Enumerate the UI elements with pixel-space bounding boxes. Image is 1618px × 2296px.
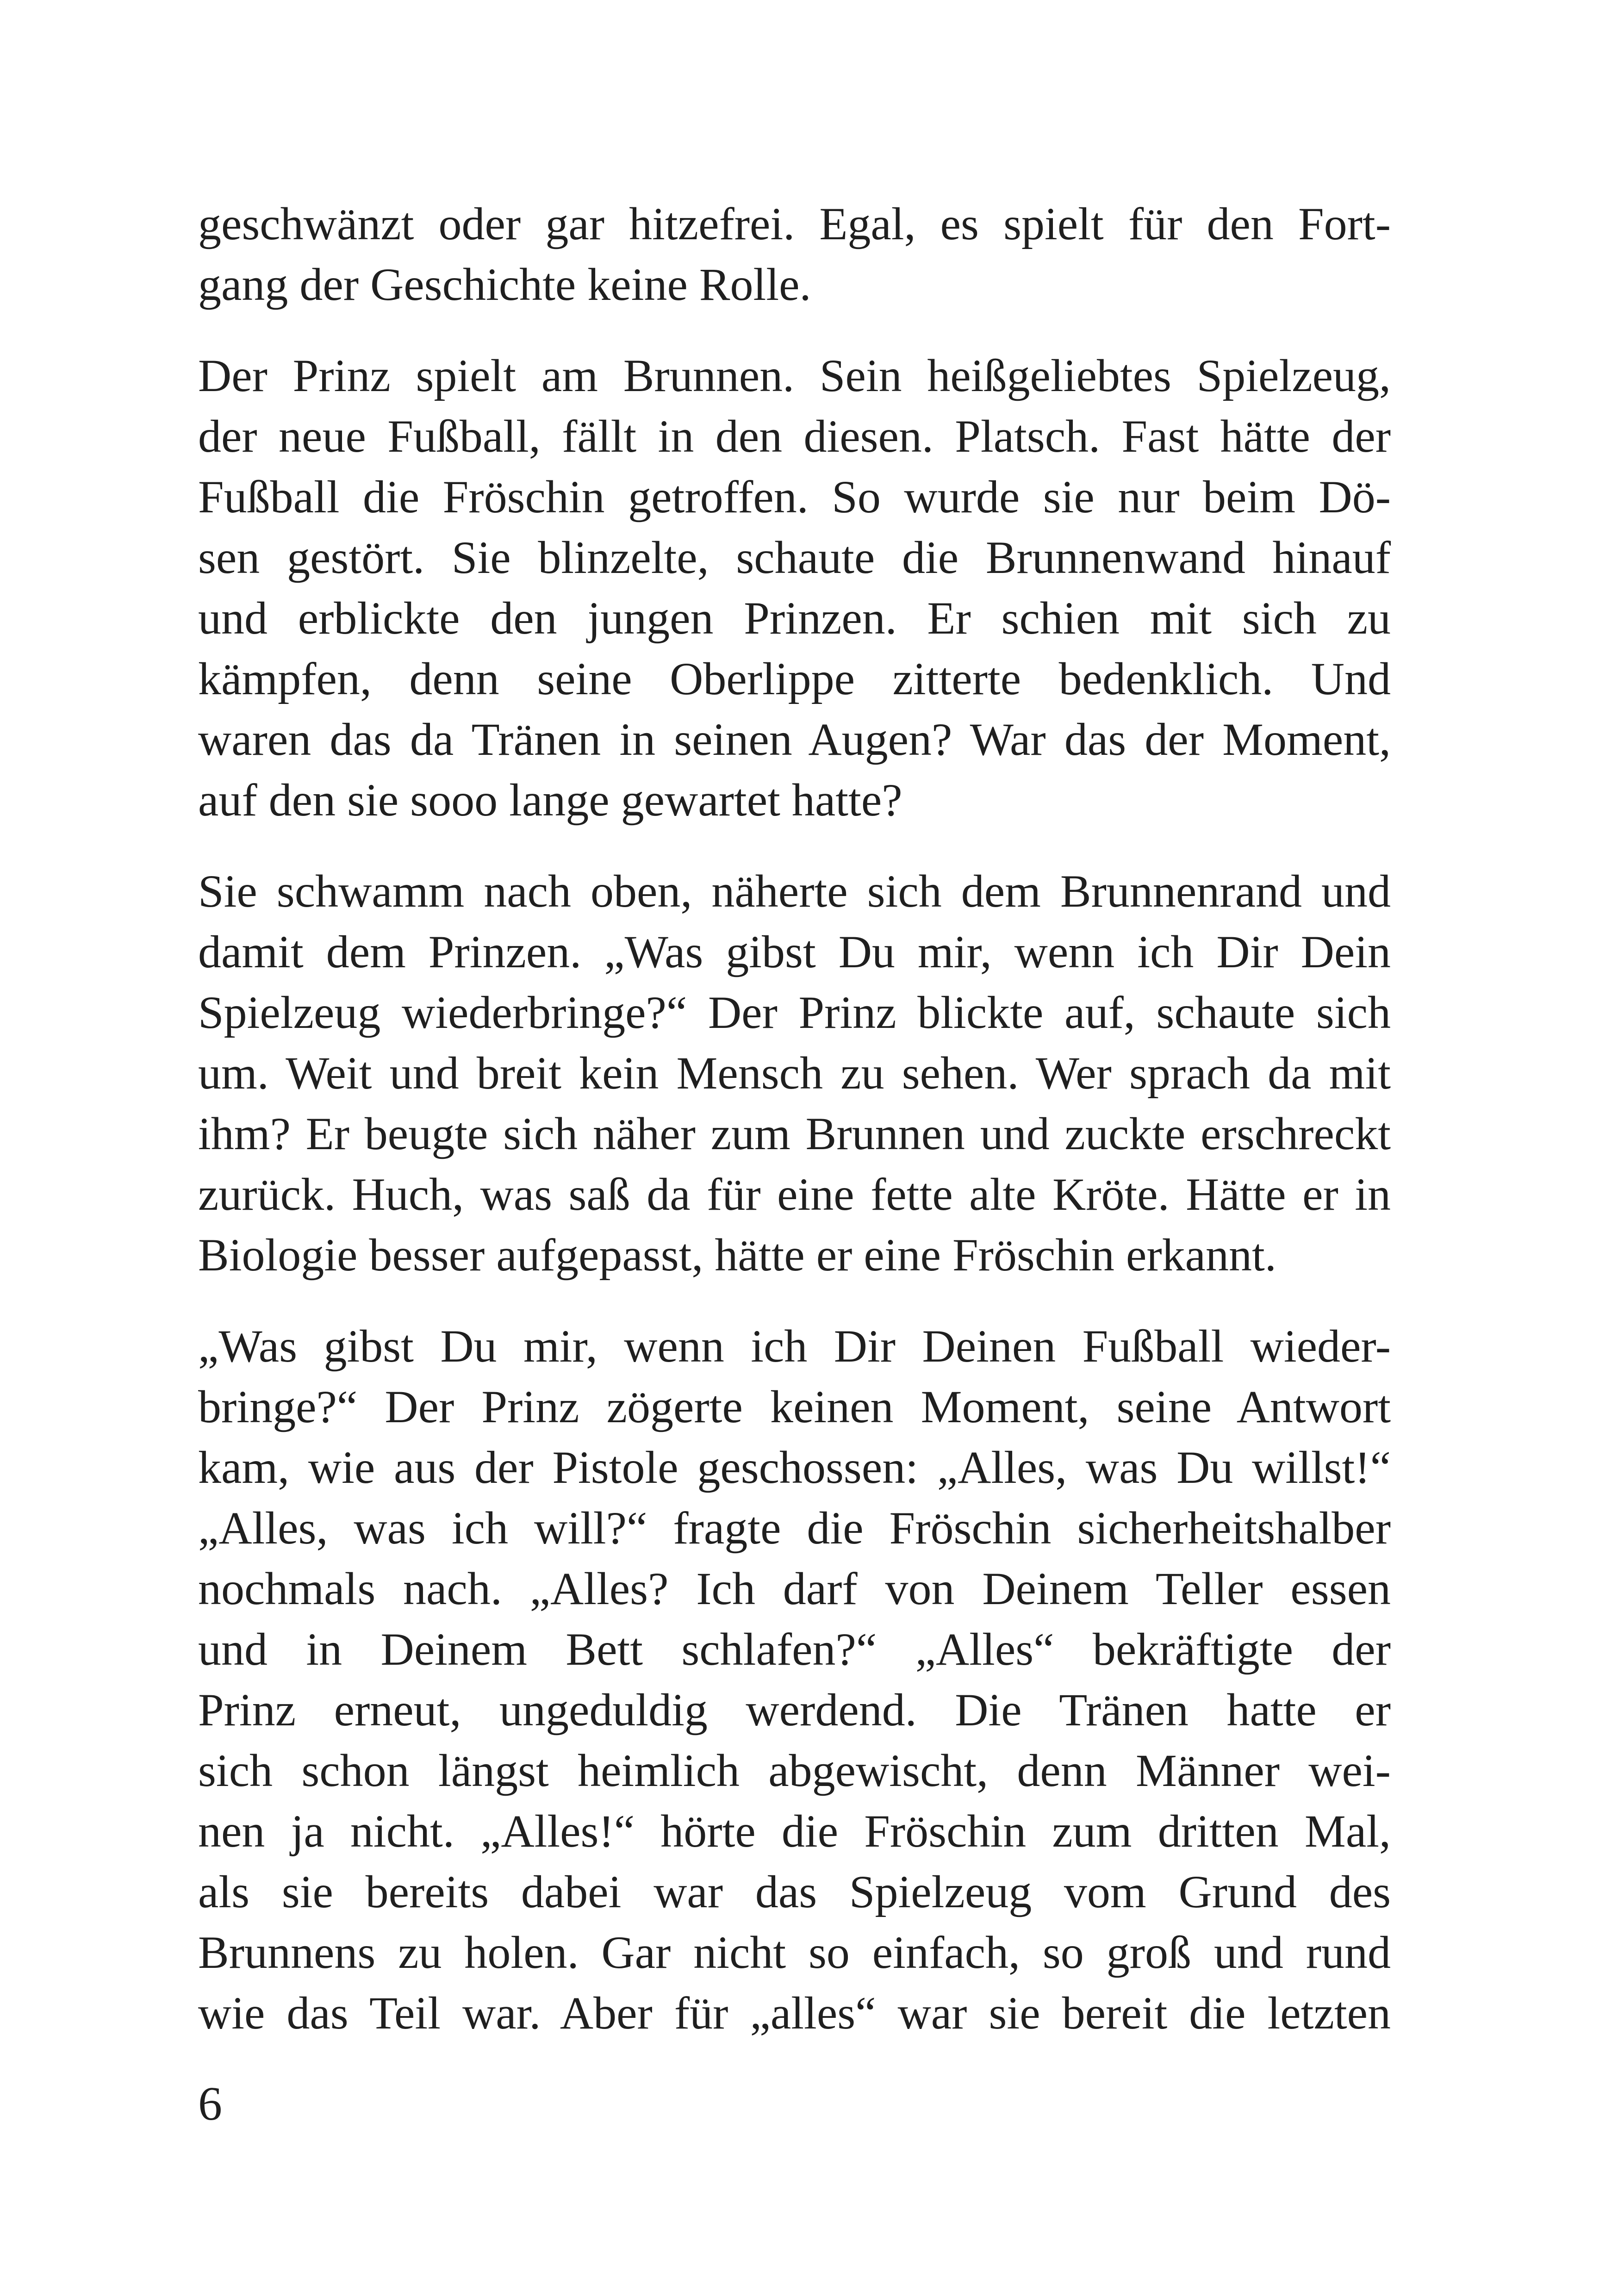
text-line: Prinz erneut, ungeduldig werdend. Die Tränen hatte er — [198, 1684, 1391, 1736]
text-line: der neue Fußball, fällt in den diesen. Platsch. Fast hätte der — [198, 411, 1391, 462]
text-line: „Alles, was ich will?“ fragte die Fröschin sicherheitshalber — [198, 1502, 1391, 1554]
text-line: zurück. Huch, was saß da für eine fette alte Kröte. Hätte er in — [198, 1169, 1391, 1220]
text-line: Fußball die Fröschin getroffen. So wurde sie nur beim Dö- — [198, 471, 1391, 523]
text-line: und in Deinem Bett schlafen?“ „Alles“ bekräftigte der — [198, 1624, 1391, 1675]
text-line: ihm? Er beugte sich näher zum Brunnen und zuckte erschreckt — [198, 1108, 1391, 1159]
text-line: damit dem Prinzen. „Was gibst Du mir, wenn ich Dir Dein — [198, 926, 1391, 977]
text-line: als sie bereits dabei war das Spielzeug vom Grund des — [198, 1866, 1391, 1917]
text-line: kam, wie aus der Pistole geschossen: „Alles, was Du willst!“ — [198, 1442, 1391, 1493]
body-text — [198, 193, 1391, 2074]
paragraph-4 — [198, 1316, 1391, 2043]
text-line: und erblickte den jungen Prinzen. Er schien mit sich zu — [198, 592, 1391, 644]
text-line: Der Prinz spielt am Brunnen. Sein heißgeliebtes Spielzeug, — [198, 350, 1391, 401]
text-line: bringe?“ Der Prinz zögerte keinen Moment, seine Antwort — [198, 1381, 1391, 1432]
text-line: geschwänzt oder gar hitzefrei. Egal, es spielt für den Fort- — [198, 198, 1391, 249]
text-line: waren das da Tränen in seinen Augen? War das der Moment, — [198, 714, 1391, 765]
text-line: nochmals nach. „Alles? Ich darf von Deinem Teller essen — [198, 1563, 1391, 1614]
text-line: gang der Geschichte keine Rolle. — [198, 259, 811, 310]
paragraph-2 — [198, 345, 1391, 830]
text-line: auf den sie sooo lange gewartet hatte? — [198, 774, 902, 826]
text-line: sich schon längst heimlich abgewischt, denn Männer wei- — [198, 1745, 1391, 1796]
text-line: kämpfen, denn seine Oberlippe zitterte bedenklich. Und — [198, 653, 1391, 704]
text-line: „Was gibst Du mir, wenn ich Dir Deinen Fußball wieder- — [198, 1320, 1391, 1372]
text-line: Spielzeug wiederbringe?“ Der Prinz blickte auf, schaute sich — [198, 987, 1391, 1038]
paragraph-3 — [198, 861, 1391, 1285]
page-number: 6 — [198, 2077, 222, 2130]
text-line: Brunnens zu holen. Gar nicht so einfach, so groß und rund — [198, 1927, 1391, 1978]
text-line: sen gestört. Sie blinzelte, schaute die Brunnenwand hinauf — [198, 532, 1391, 583]
text-line: Biologie besser aufgepasst, hätte er eine Fröschin erkannt. — [198, 1229, 1276, 1281]
text-line: Sie schwamm nach oben, näherte sich dem Brunnenrand und — [198, 865, 1391, 917]
text-line: wie das Teil war. Aber für „alles“ war sie bereit die letzten — [198, 1987, 1391, 2039]
text-line: um. Weit und breit kein Mensch zu sehen. Wer sprach da mit — [198, 1047, 1391, 1099]
text-line: nen ja nicht. „Alles!“ hörte die Fröschin zum dritten Mal, — [198, 1805, 1391, 1857]
paragraph-1 — [198, 193, 1391, 315]
